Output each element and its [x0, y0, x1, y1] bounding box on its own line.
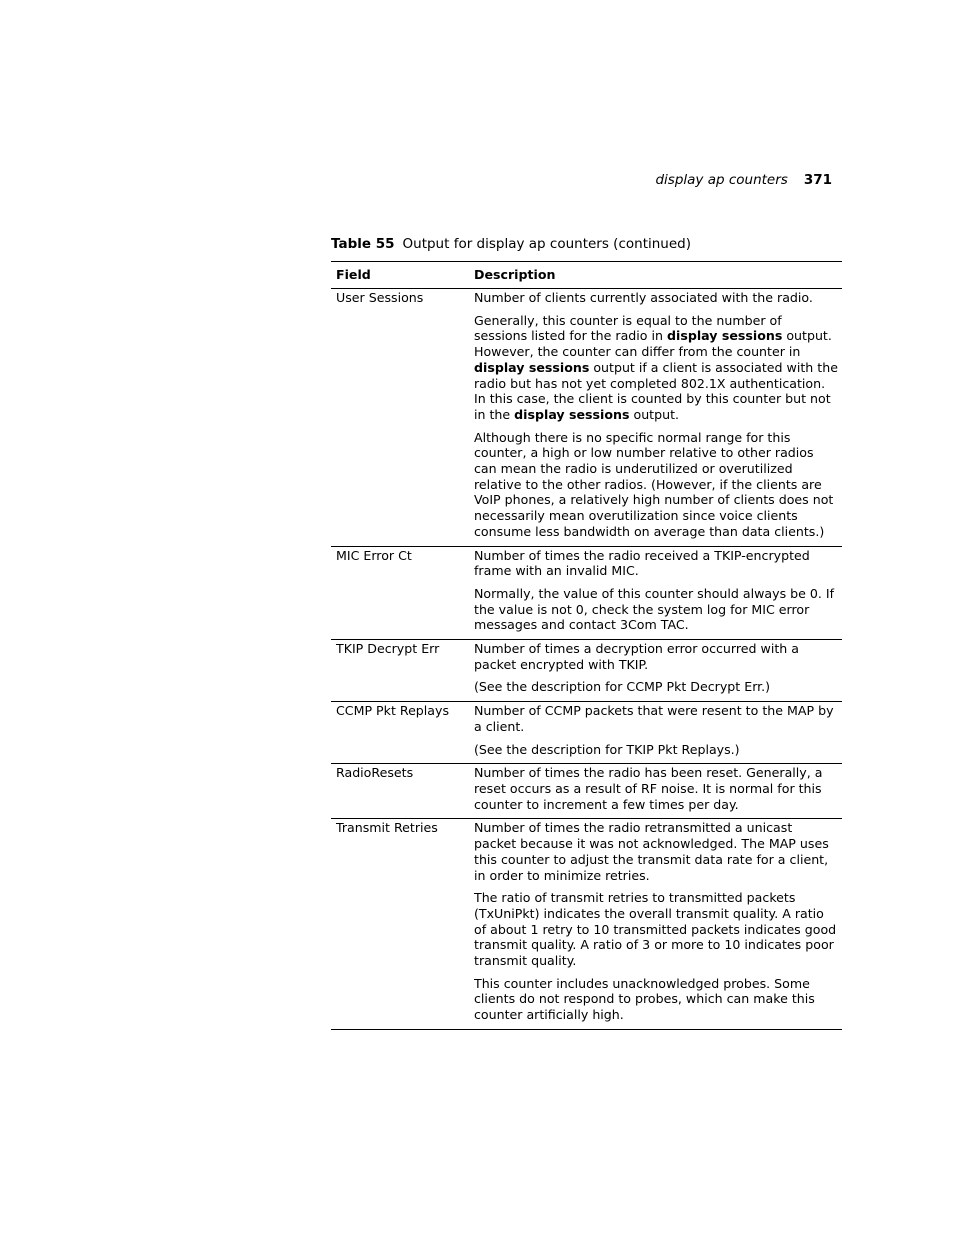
description-paragraph: [474, 313, 838, 423]
table-row: [331, 702, 842, 764]
section-title: display ap counters: [655, 172, 788, 188]
description-text: Number of times the radio retransmitted a unicast packet because it was not acknowledged. The MAP uses this counter to adjust the transmit data rate for a client, in order to minimize retries.: [474, 820, 829, 883]
description-paragraph: [474, 820, 838, 883]
column-header-field: Field: [331, 262, 469, 289]
description-cell: [469, 289, 842, 547]
table-row: [331, 546, 842, 640]
description-text: Although there is no specific normal range for this counter, a high or low number relative to other radios can mean the radio is underutilized or overutilized relative to the other radios. (However, if the clients are VoIP phones, a relatively high number of clients does not necessarily mean overutilization since voice clients consume less bandwidth on average than data clients.): [474, 429, 834, 539]
description-text: The ratio of transmit retries to transmitted packets (TxUniPkt) indicates the overall transmit quality. A ratio of about 1 retry to 10 transmitted packets indicates good transmit quality. A ratio of 3 or more to 10 indicates poor transmit quality.: [474, 890, 837, 969]
description-cell: [469, 764, 842, 819]
description-text: This counter includes unacknowledged probes. Some clients do not respond to probes, which can make this counter artificially high.: [474, 975, 815, 1023]
description-cell: [469, 819, 842, 1029]
description-cell: [469, 702, 842, 764]
counters-table: [331, 261, 842, 1030]
description-text: Generally, this counter is equal to the number of sessions listed for the radio in: [474, 312, 782, 344]
field-cell: RadioResets: [331, 764, 469, 819]
description-paragraph: [474, 290, 838, 306]
description-text: Number of times a decryption error occurred with a packet encrypted with TKIP.: [474, 641, 799, 672]
description-text: Number of CCMP packets that were resent to the MAP by a client.: [474, 703, 834, 734]
description-paragraph: [474, 703, 838, 734]
description-paragraph: [474, 430, 838, 540]
description-cell: [469, 640, 842, 702]
page-number: 371: [803, 172, 832, 188]
description-text: Number of times the radio received a TKIP-encrypted frame with an invalid MIC.: [474, 547, 810, 579]
field-cell: Transmit Retries: [331, 819, 469, 1029]
description-cell: [469, 546, 842, 640]
command-keyword: display sessions: [667, 328, 783, 344]
description-paragraph: [474, 890, 838, 969]
description-paragraph: [474, 765, 838, 812]
table-caption: [331, 236, 691, 252]
command-keyword: display sessions: [514, 406, 630, 422]
field-cell: CCMP Pkt Replays: [331, 702, 469, 764]
table-body: [331, 289, 842, 1030]
field-cell: User Sessions: [331, 289, 469, 547]
description-paragraph: [474, 586, 838, 633]
column-header-description: Description: [469, 262, 842, 289]
description-paragraph: [474, 548, 838, 579]
field-cell: TKIP Decrypt Err: [331, 640, 469, 702]
running-header: [655, 172, 832, 188]
field-cell: MIC Error Ct: [331, 546, 469, 640]
table-header-row: [331, 262, 842, 289]
description-text: (See the description for CCMP Pkt Decrypt Err.): [474, 679, 771, 695]
description-text: (See the description for TKIP Pkt Replays.): [474, 741, 740, 757]
description-text: Normally, the value of this counter should always be 0. If the value is not 0, check the system log for MIC error messages and contact 3Com TAC.: [474, 585, 835, 633]
command-keyword: display sessions: [474, 359, 590, 375]
table-row: [331, 640, 842, 702]
table-row: [331, 764, 842, 819]
description-text: output. However, the counter can differ from the counter in: [474, 328, 832, 360]
description-paragraph: [474, 976, 838, 1023]
table-row: [331, 289, 842, 547]
description-text: Number of times the radio has been reset. Generally, a reset occurs as a result of RF noise. It is normal for this counter to increment a few times per day.: [474, 765, 823, 812]
description-text: output if a client is associated with the radio but has not yet completed 802.1X authentication. In this case, the client is counted by this counter but not in the: [474, 359, 838, 422]
table-caption-text: Output for display ap counters (continued): [402, 236, 691, 252]
description-paragraph: [474, 641, 838, 672]
description-text: output.: [629, 406, 680, 422]
table-caption-label: Table 55: [331, 236, 395, 252]
description-text: Number of clients currently associated with the radio.: [474, 290, 813, 305]
description-paragraph: [474, 679, 838, 695]
description-paragraph: [474, 742, 838, 758]
table-row: [331, 819, 842, 1029]
